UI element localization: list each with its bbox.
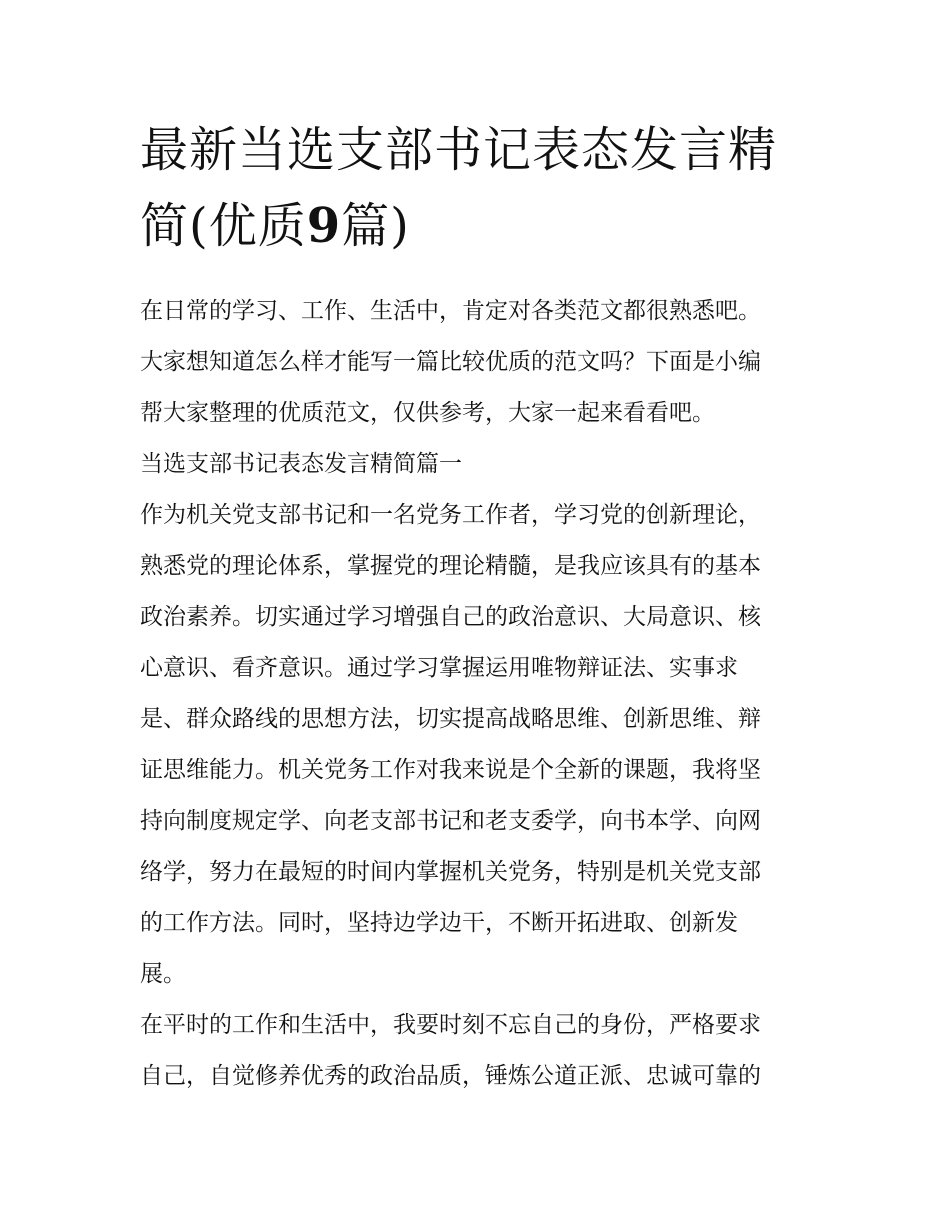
paragraph-2 [140,1000,820,1102]
paragraph-line: 证思维能力。机关党务工作对我来说是个全新的课题，我将坚 [140,757,761,783]
paragraph-line: 政治素养。切实通过学习增强自己的政治意识、大局意识、核 [140,604,761,630]
paragraph-1 [140,490,820,1000]
paragraph-line: 持向制度规定学、向老支部书记和老支委学，向书本学、向网 [140,808,761,834]
paragraph-line: 展。 [140,961,186,987]
paragraph-line: 络学，努力在最短的时间内掌握机关党务，特别是机关党支部 [140,859,761,885]
paragraph-line: 的工作方法。同时，坚持边学边干，不断开拓进取、创新发 [140,910,738,936]
document-title [140,112,820,264]
intro-line: 在日常的学习、工作、生活中，肯定对各类范文都很熟悉吧。 [140,298,761,324]
paragraph-line: 熟悉党的理论体系，掌握党的理论精髓，是我应该具有的基本 [140,553,761,579]
title-line-2-suffix: 篇) [341,198,410,254]
title-line-2-number: 9 [306,198,342,254]
intro-line: 大家想知道怎么样才能写一篇比较优质的范文吗？下面是小编 [140,349,761,375]
document-content [140,112,820,1102]
title-line-1: 最新当选支部书记表态发言精 [140,122,778,178]
title-line-2-prefix: 简(优质 [140,198,307,254]
intro-paragraph [140,286,820,439]
paragraph-line: 自己，自觉修养优秀的政治品质，锤炼公道正派、忠诚可靠的 [140,1063,761,1089]
intro-line: 帮大家整理的优质范文，仅供参考，大家一起来看看吧。 [140,400,715,426]
paragraph-line: 是、群众路线的思想方法，切实提高战略思维、创新思维、辩 [140,706,761,732]
section-heading: 当选支部书记表态发言精简篇一 [140,451,462,477]
paragraph-line: 作为机关党支部书记和一名党务工作者，学习党的创新理论， [140,502,761,528]
paragraph-line: 在平时的工作和生活中，我要时刻不忘自己的身份，严格要求 [140,1012,761,1038]
paragraph-line: 心意识、看齐意识。通过学习掌握运用唯物辩证法、实事求 [140,655,738,681]
